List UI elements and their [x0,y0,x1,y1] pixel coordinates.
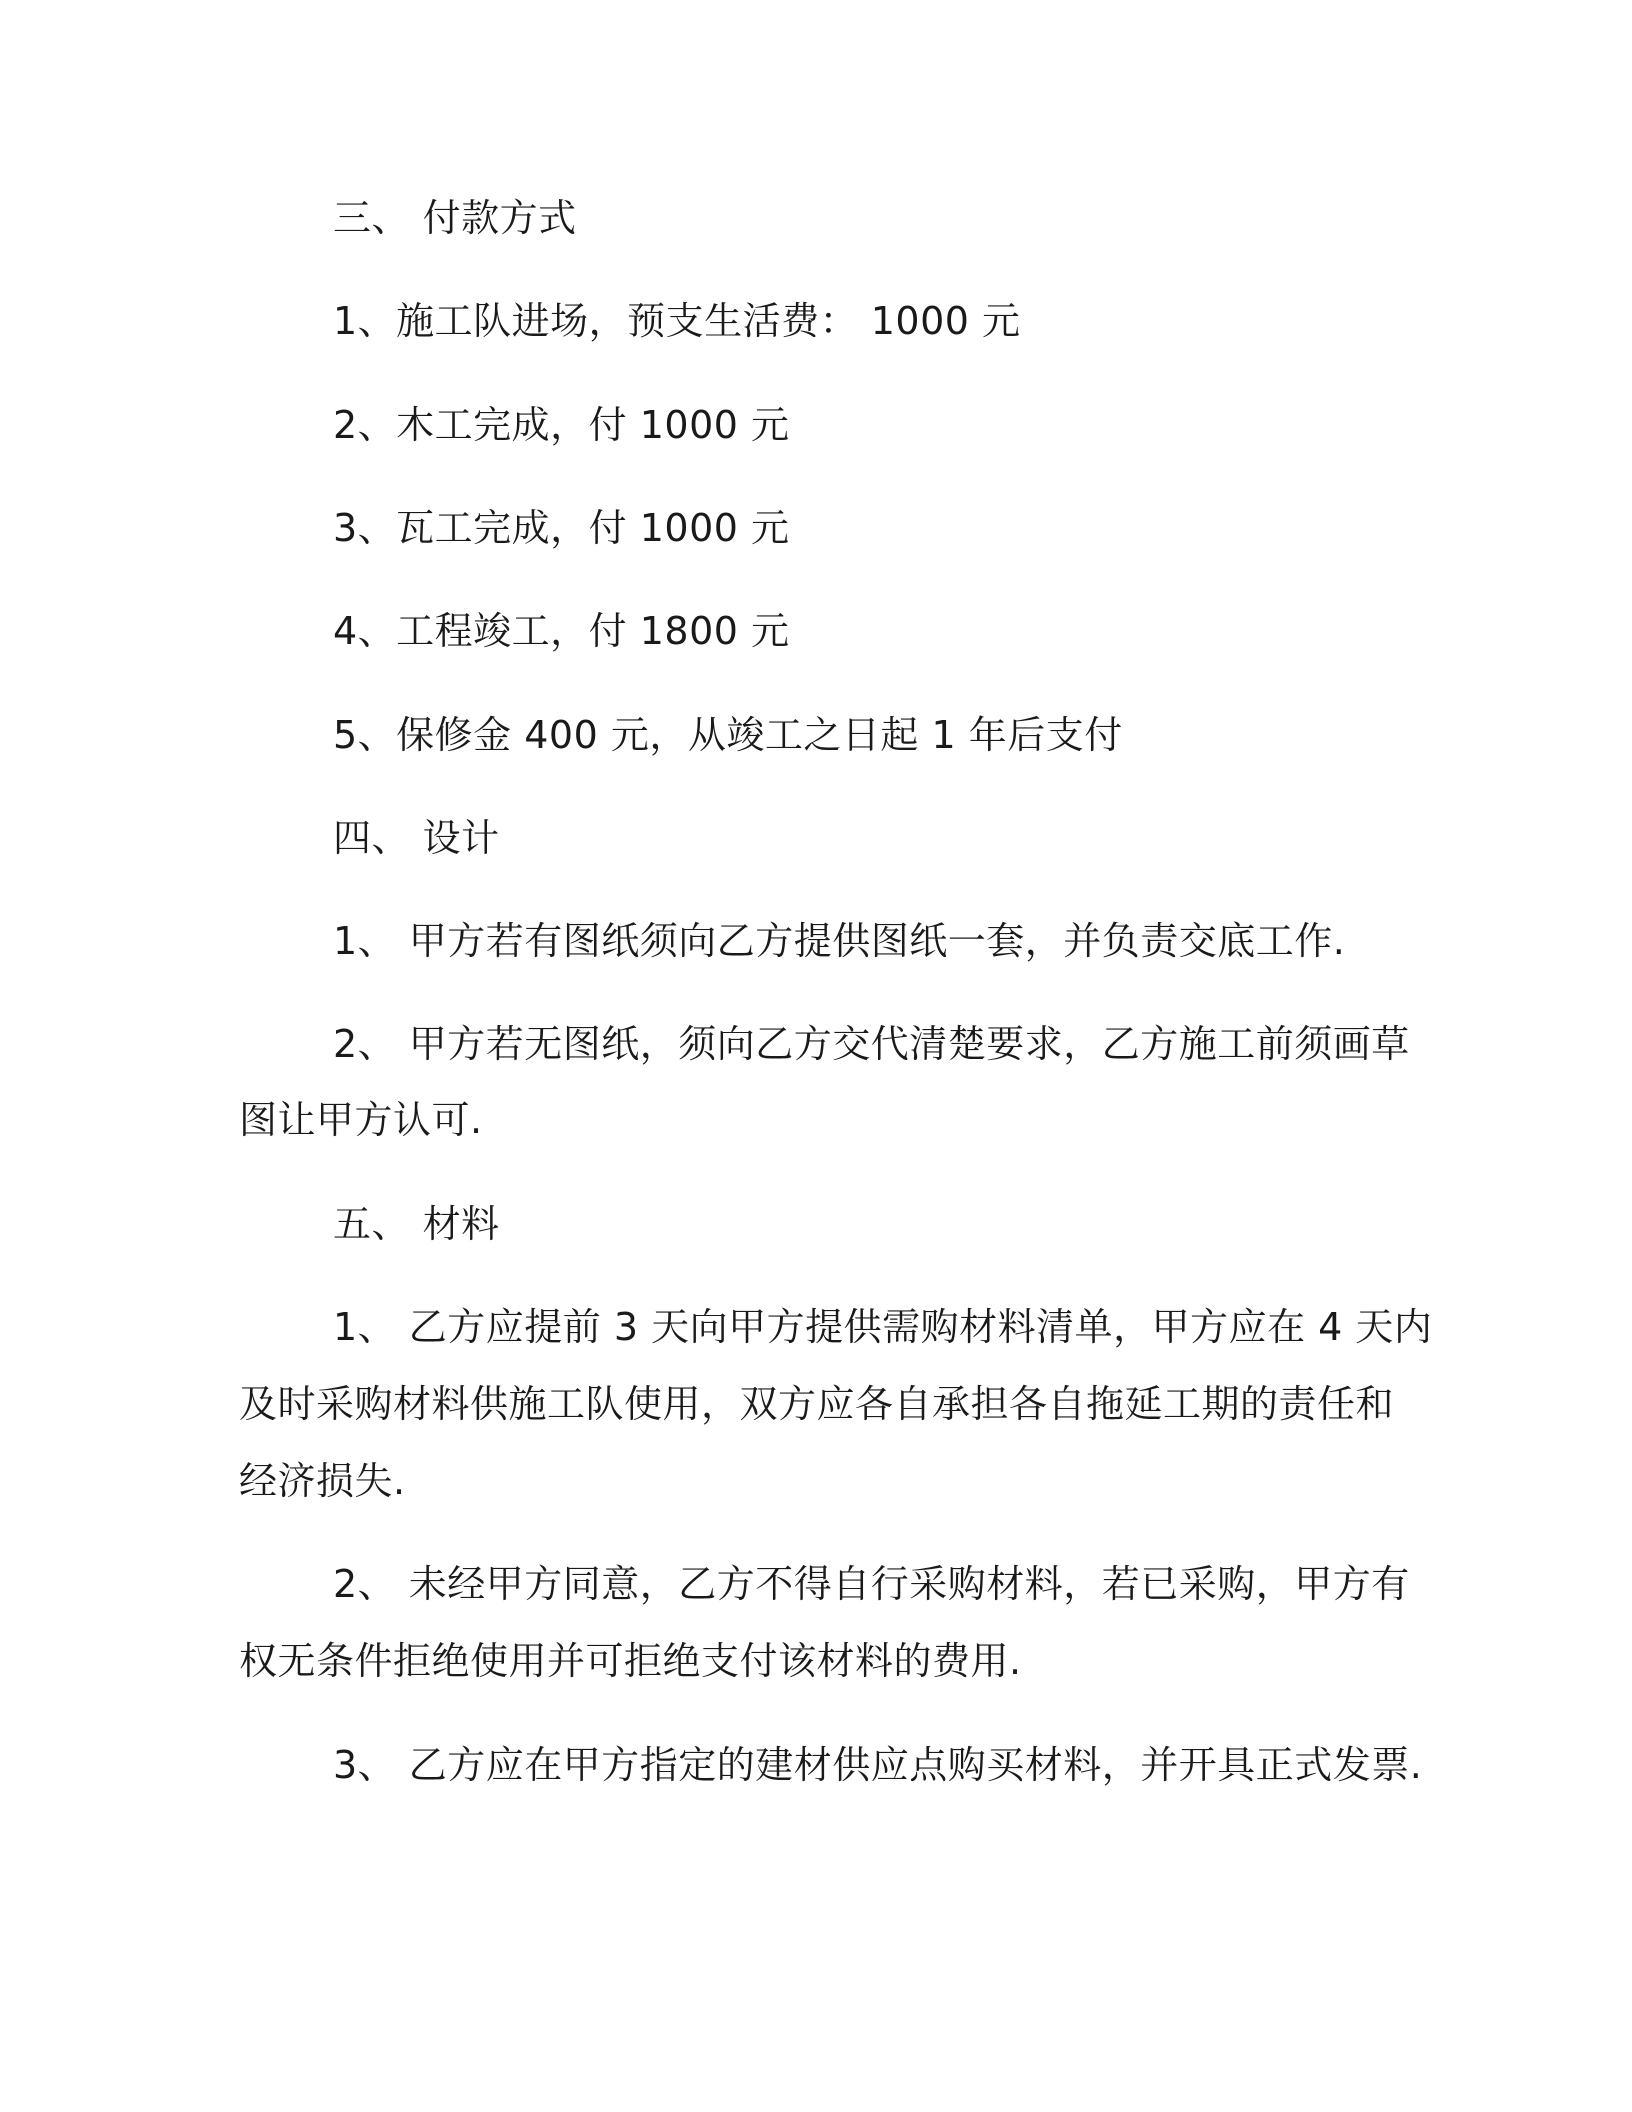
payment-item-1: 1、施工队进场，预支生活费： 1000 元 [333,299,1021,343]
section-heading-materials: 五、 材料 [333,1202,500,1246]
materials-item-3: 3、 乙方应在甲方指定的建材供应点购买材料，并开具正式发票. [333,1743,1423,1787]
materials-item-1-line-3: 经济损失. [239,1459,406,1503]
payment-item-2: 2、木工完成，付 1000 元 [333,403,790,447]
design-item-1: 1、 甲方若有图纸须向乙方提供图纸一套，并负责交底工作. [333,919,1346,963]
materials-item-2-line-2: 权无条件拒绝使用并可拒绝支付该材料的费用. [239,1639,1022,1683]
section-heading-design: 四、 设计 [333,816,500,860]
section-heading-payment: 三、 付款方式 [333,196,577,240]
payment-item-3: 3、瓦工完成，付 1000 元 [333,506,790,550]
design-item-2-line-1: 2、 甲方若无图纸，须向乙方交代清楚要求，乙方施工前须画草 [333,1022,1410,1066]
materials-item-1-line-1: 1、 乙方应提前 3 天向甲方提供需购材料清单，甲方应在 4 天内 [333,1305,1433,1349]
design-item-2-line-2: 图让甲方认可. [239,1098,483,1142]
materials-item-2-line-1: 2、 未经甲方同意，乙方不得自行采购材料，若已采购，甲方有 [333,1562,1410,1606]
materials-item-1-line-2: 及时采购材料供施工队使用，双方应各自承担各自拖延工期的责任和 [239,1382,1395,1426]
payment-item-5: 5、保修金 400 元，从竣工之日起 1 年后支付 [333,713,1123,757]
payment-item-4: 4、工程竣工，付 1800 元 [333,609,790,653]
